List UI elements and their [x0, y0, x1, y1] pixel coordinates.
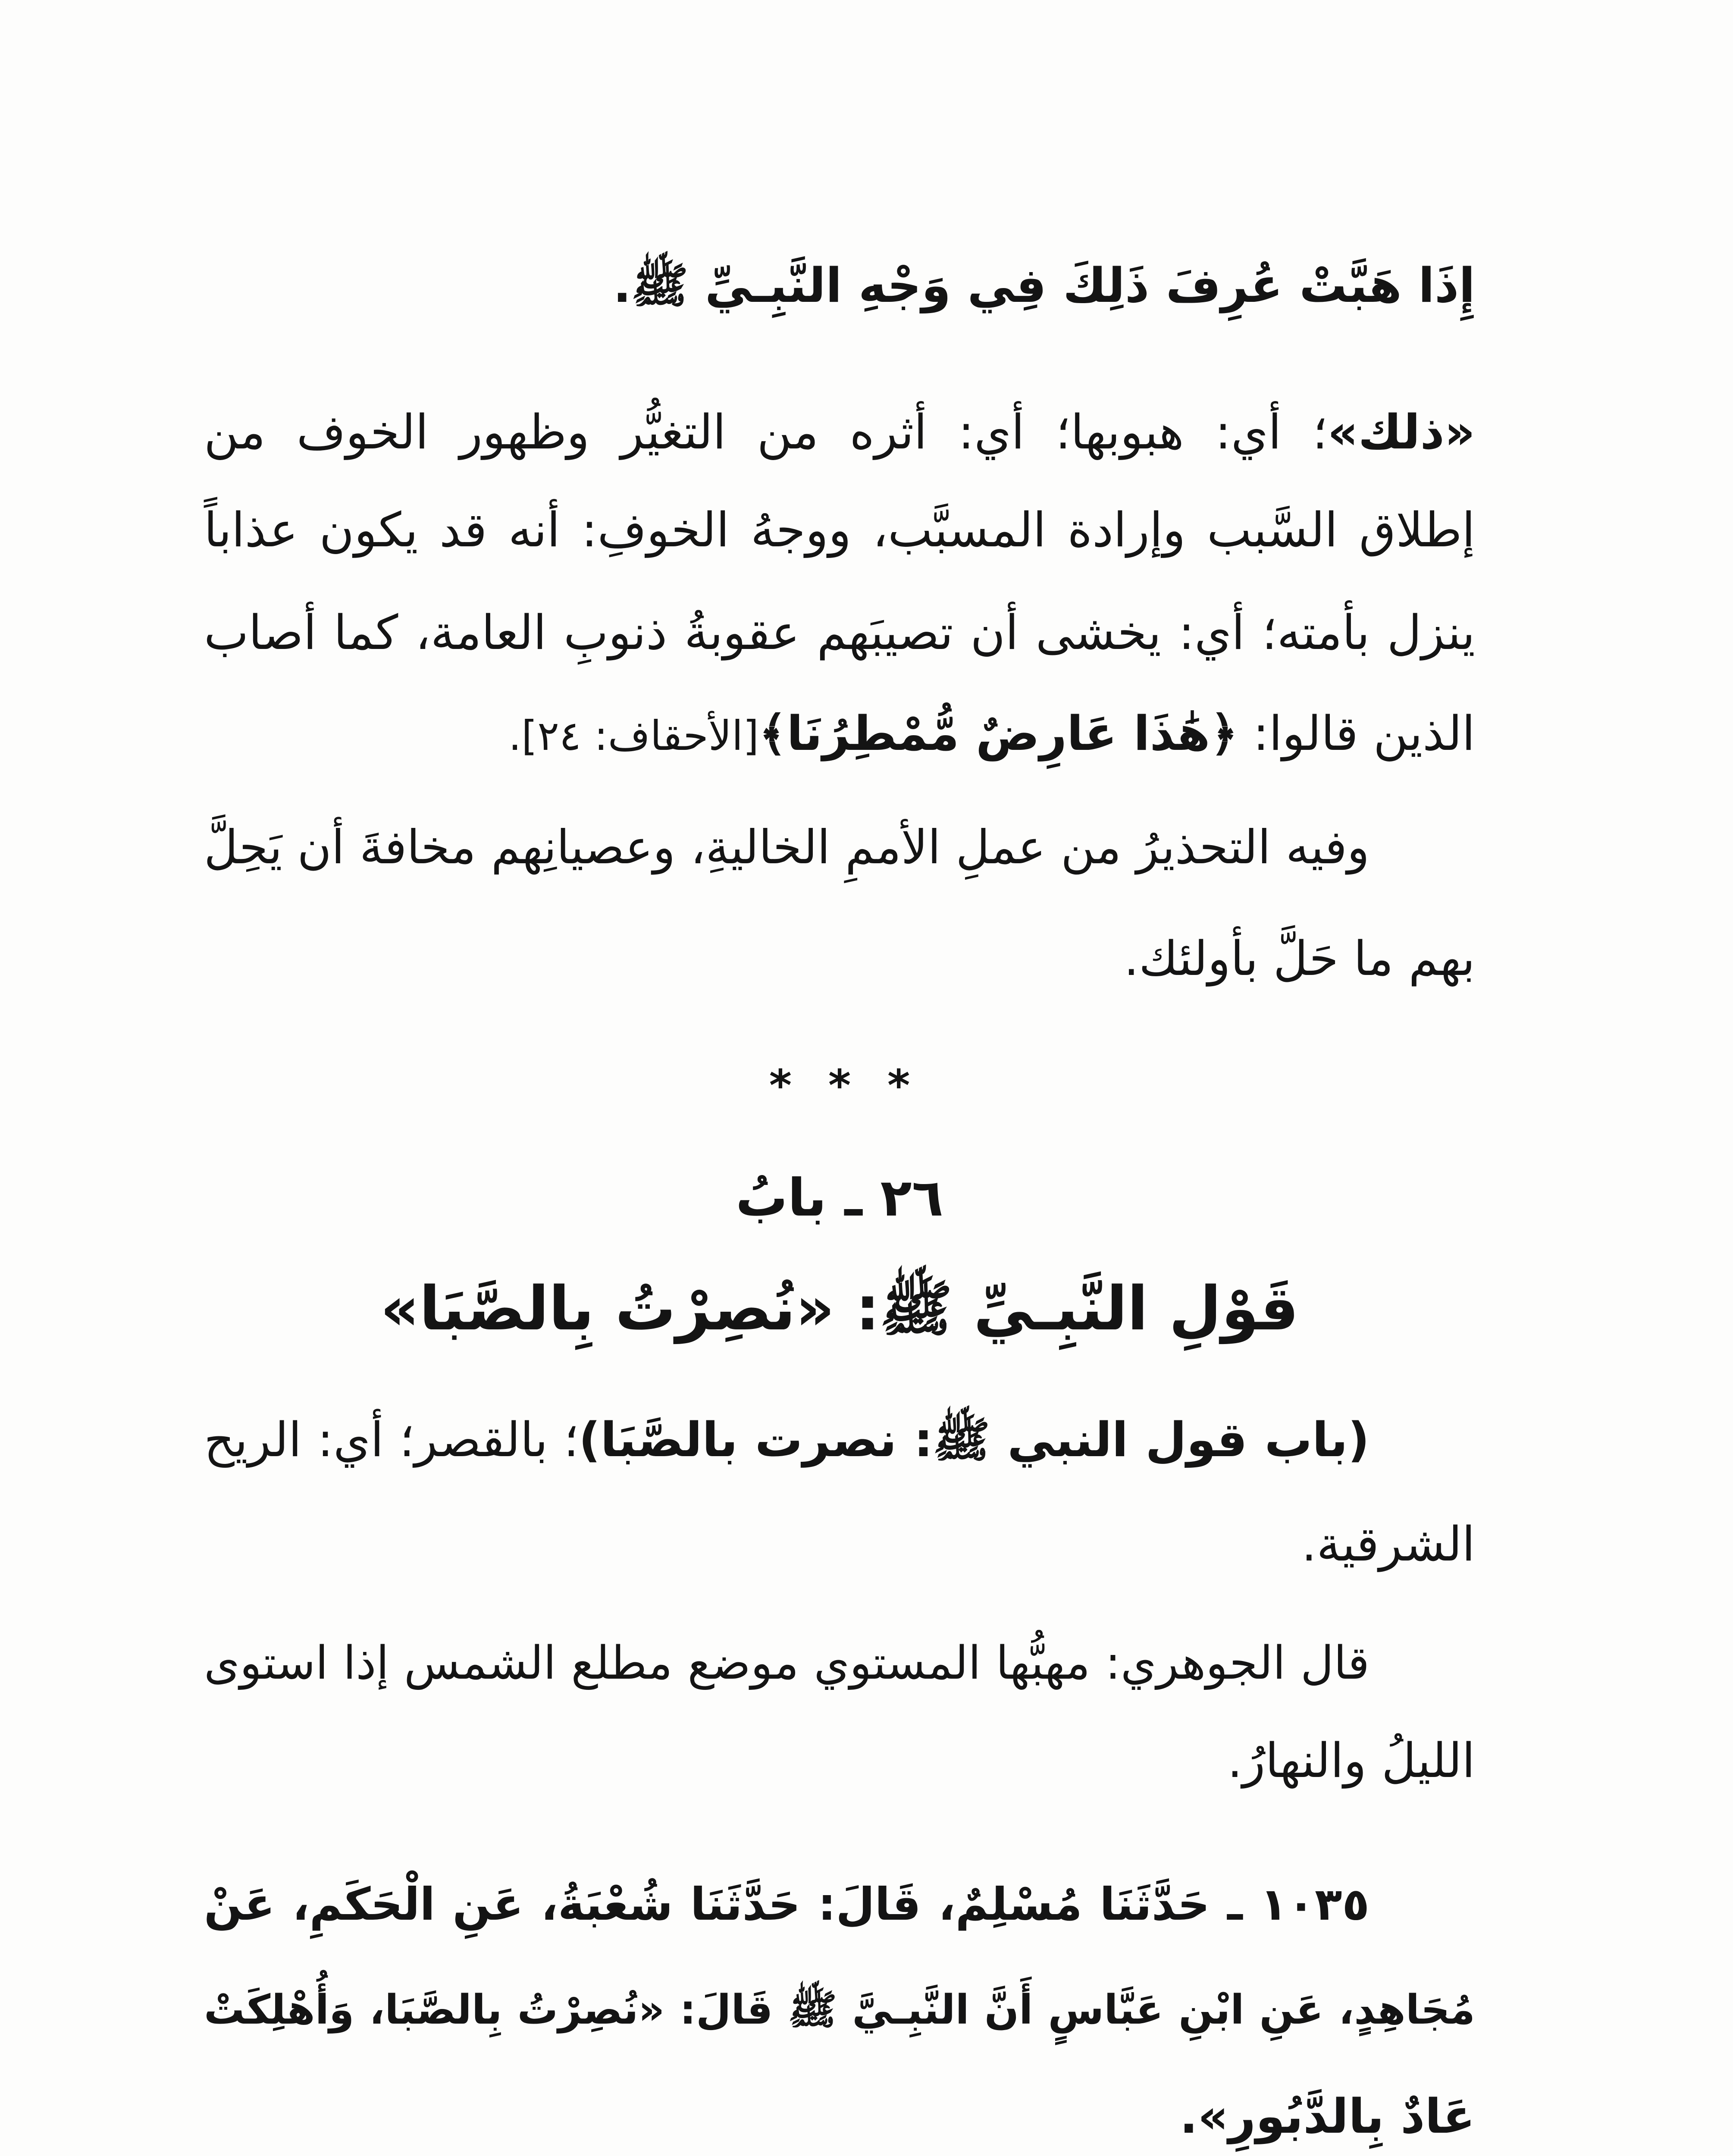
verse-citation: [الأحقاف: ٢٤].	[508, 712, 759, 760]
quran-verse: ﴿هَٰذَا عَارِضٌ مُّمْطِرُنَا﴾	[759, 706, 1238, 761]
commentary-line: وفيه التحذيرُ من عملِ الأممِ الخاليةِ، وعصيانِهم مخافةَ أن يَحِلَّ	[204, 821, 1369, 874]
hadith-line: ١٠٣٥ ـ حَدَّثَنَا مُسْلِمٌ، قَالَ: حَدَّثَنَا شُعْبَةُ، عَنِ الْحَكَمِ، عَنْ	[204, 1878, 1369, 1930]
commentary-line: بهم ما حَلَّ بأولئك.	[1124, 931, 1475, 986]
commentary-line: ينزل بأمته؛ أي: يخشى أن تصيبَهم عقوبةُ ذنوبِ العامة، كما أصاب	[204, 605, 1475, 660]
quoted-term: «ذلك»	[1327, 404, 1475, 460]
chapter-number: ٢٦ ـ بابُ	[736, 1168, 943, 1228]
hadith-line: مُجَاهِدٍ، عَنِ ابْنِ عَبَّاسٍ أَنَّ النَّبِـيَّ ﷺ قَالَ: «نُصِرْتُ بِالصَّبَا، وَأُهْلِكَتْ	[204, 1987, 1475, 2034]
commentary-line: الشرقية.	[1301, 1517, 1475, 1572]
chapter-title: قَوْلِ النَّبِـيِّ ﷺ: «نُصِرْتُ بِالصَّبَا»	[380, 1274, 1299, 1344]
commentary-line: قال الجوهري: مهبُّها المستوي موضع مطلع الشمس إذا استوى	[204, 1636, 1369, 1689]
commentary-text: ؛ بالقصر؛ أي: الريح	[204, 1412, 579, 1467]
commentary-text: ؛ أي: هبوبها؛ أي: أثره من التغيُّر وظهور الخوف من	[204, 404, 1328, 460]
commentary-line	[204, 1397, 1475, 1483]
hadith-tail-line: إِذَا هَبَّتْ عُرِفَ ذَلِكَ فِي وَجْهِ النَّبِـيِّ ﷺ.	[613, 258, 1475, 313]
commentary-line: إطلاق السَّبب وإرادة المسبَّب، ووجهُ الخوفِ: أنه قد يكون عذاباً	[204, 502, 1475, 558]
commentary-text: الذين قالوا:	[1238, 706, 1475, 761]
commentary-line: الليلُ والنهارُ.	[1227, 1733, 1475, 1788]
commentary-line	[204, 389, 1475, 475]
quoted-term: (باب قول النبي ﷺ: نصرت بالصَّبَا)	[579, 1412, 1369, 1467]
section-separator: * * *	[769, 1060, 910, 1111]
hadith-line: عَادٌ بِالدَّبُورِ».	[1179, 2089, 1475, 2144]
commentary-line	[204, 690, 1475, 777]
